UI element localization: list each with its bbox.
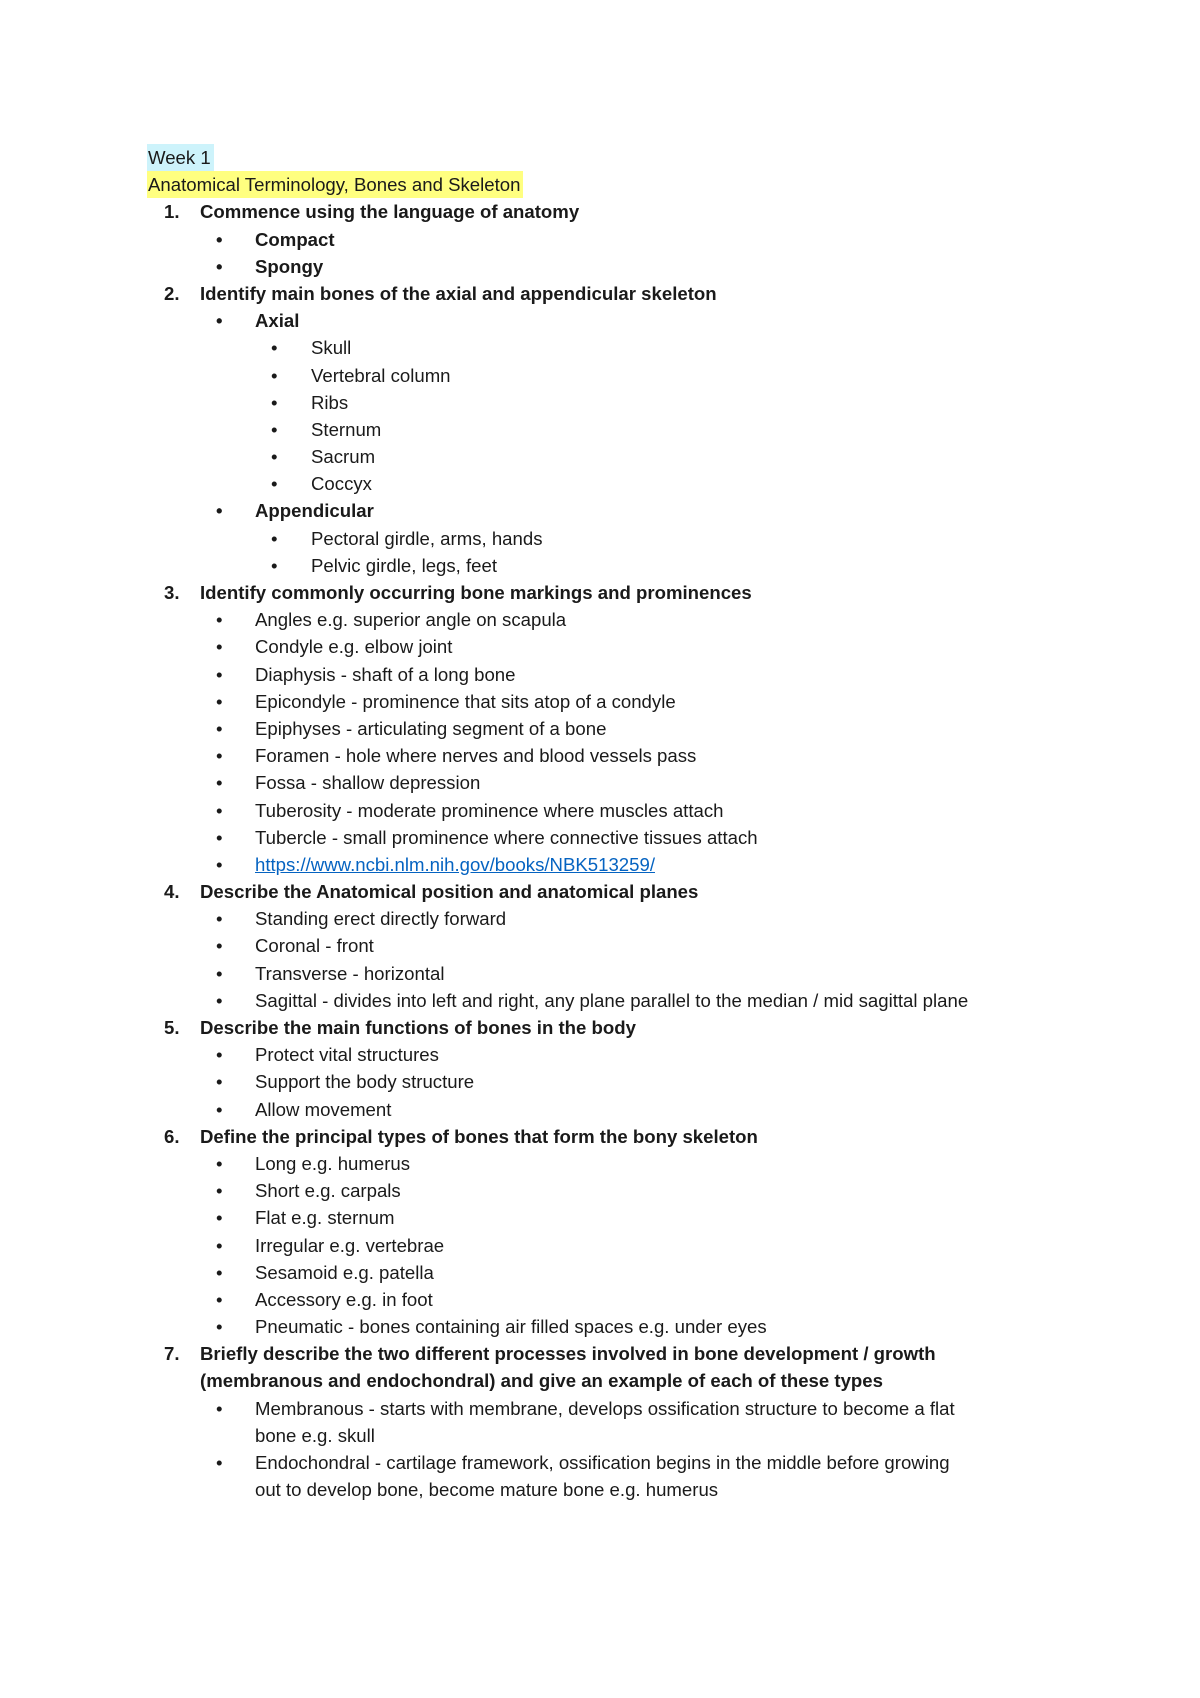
list-item: • Tuberosity - moderate prominence where muscles attach [147, 797, 1147, 824]
list-item: • Sacrum [147, 443, 1147, 470]
bullet-icon: • [216, 690, 223, 712]
section-number: 6. [164, 1125, 180, 1147]
reference-link[interactable]: https://www.ncbi.nlm.nih.gov/books/NBK513259/ [255, 853, 655, 875]
section-heading [147, 280, 1147, 307]
section-title: Describe the Anatomical position and anatomical planes [200, 881, 699, 903]
bullet-icon: • [216, 500, 223, 522]
list-item: • Diaphysis - shaft of a long bone [147, 661, 1147, 688]
bullet-icon: • [216, 1098, 223, 1120]
section-heading [147, 198, 1147, 225]
bullet-icon: • [271, 337, 278, 359]
bullet-icon: • [216, 745, 223, 767]
section-title: Identify commonly occurring bone markings and prominences [200, 582, 752, 603]
list-item: • Fossa - shallow depression [147, 769, 1147, 796]
list-item: • Ribs [147, 389, 1147, 416]
list-item: • Irregular e.g. vertebrae [147, 1232, 1147, 1259]
list-item: • Vertebral column [147, 362, 1147, 389]
bullet-icon: • [216, 989, 223, 1011]
list-item: • Transverse - horizontal [147, 960, 1147, 987]
bullet-icon: • [216, 1397, 223, 1419]
section-title: Define the principal types of bones that form the bony skeleton [200, 1125, 758, 1147]
list-item: • Sternum [147, 416, 1147, 443]
bullet-icon: • [271, 473, 278, 495]
list-item: • Protect vital structures [147, 1041, 1147, 1068]
bullet-icon: • [271, 527, 278, 549]
list-item: • Endochondral - cartilage framework, ossification begins in the middle before growing [147, 1449, 1147, 1476]
list-item: • Short e.g. carpals [147, 1177, 1147, 1204]
bullet-icon: • [216, 1316, 223, 1338]
bullet-icon: • [216, 1152, 223, 1174]
bullet-icon: • [216, 636, 223, 658]
week-label: Week 1 [147, 144, 214, 171]
bullet-icon: • [216, 255, 223, 277]
list-item: • Sagittal - divides into left and right, any plane parallel to the median / mid sagittal plane [147, 987, 1147, 1014]
section-title: Briefly describe the two different processes involved in bone development / growth [200, 1343, 936, 1365]
bullet-icon: • [216, 1234, 223, 1256]
bullet-icon: • [216, 799, 223, 821]
bullet-icon: • [216, 663, 223, 685]
bullet-icon: • [216, 228, 223, 250]
section-title: Identify main bones of the axial and appendicular skeleton [200, 282, 717, 304]
section-title-continuation: (membranous and endochondral) and give an example of each of these types [200, 1370, 883, 1392]
list-item: • Epiphyses - articulating segment of a bone [147, 715, 1147, 742]
bullet-icon: • [216, 1261, 223, 1283]
list-item: • Support the body structure [147, 1068, 1147, 1095]
list-item: • Flat e.g. sternum [147, 1204, 1147, 1231]
list-item: • Sesamoid e.g. patella [147, 1259, 1147, 1286]
bullet-icon: • [216, 310, 223, 332]
section-number: 4. [164, 881, 180, 903]
list-item: • Skull [147, 334, 1147, 361]
list-item: • Compact [147, 226, 1147, 253]
bullet-icon: • [271, 391, 278, 413]
list-item [147, 851, 1147, 878]
list-item: • Membranous - starts with membrane, develops ossification structure to become a flat [147, 1395, 1147, 1422]
section-title: Commence using the language of anatomy [200, 201, 580, 223]
bullet-icon: • [216, 1288, 223, 1310]
list-item: • Angles e.g. superior angle on scapula [147, 606, 1147, 633]
list-item-continuation: out to develop bone, become mature bone e.g. humerus [255, 1479, 719, 1501]
list-item: • Pectoral girdle, arms, hands [147, 525, 1147, 552]
list-item-continuation: bone e.g. skull [255, 1424, 375, 1446]
list-item: • Coccyx [147, 470, 1147, 497]
list-item: • Appendicular [147, 497, 1147, 524]
bullet-icon: • [216, 826, 223, 848]
bullet-icon: • [216, 1207, 223, 1229]
section-heading [147, 878, 1147, 905]
bullet-icon: • [216, 609, 223, 631]
bullet-icon: • [216, 772, 223, 794]
bullet-icon: • [216, 853, 223, 875]
list-item: • Axial [147, 307, 1147, 334]
bullet-icon: • [271, 554, 278, 576]
list-item: • Tubercle - small prominence where connective tissues attach [147, 824, 1147, 851]
bullet-icon: • [271, 446, 278, 468]
section-number: 3. [164, 582, 180, 603]
document-content [147, 144, 1147, 1503]
section-heading [147, 1340, 1147, 1367]
list-item: • Standing erect directly forward [147, 905, 1147, 932]
bullet-icon: • [216, 717, 223, 739]
section-number: 5. [164, 1017, 180, 1038]
section-number: 7. [164, 1343, 180, 1365]
list-item: • Allow movement [147, 1096, 1147, 1123]
bullet-icon: • [216, 1452, 223, 1473]
bullet-icon: • [271, 418, 278, 440]
section-heading [147, 1014, 1147, 1041]
bullet-icon: • [216, 1180, 223, 1202]
bullet-icon: • [216, 1071, 223, 1093]
bullet-icon: • [271, 364, 278, 386]
section-number: 2. [164, 282, 180, 304]
list-item: • Epicondyle - prominence that sits atop of a condyle [147, 688, 1147, 715]
list-item: • Condyle e.g. elbow joint [147, 633, 1147, 660]
section-number: 1. [164, 201, 180, 223]
list-item: • Pneumatic - bones containing air filled spaces e.g. under eyes [147, 1313, 1147, 1340]
list-item: • Accessory e.g. in foot [147, 1286, 1147, 1313]
bullet-icon: • [216, 962, 223, 984]
document-title: Anatomical Terminology, Bones and Skeleton [147, 171, 523, 198]
section-title: Describe the main functions of bones in the body [200, 1017, 636, 1038]
list-item: • Long e.g. humerus [147, 1150, 1147, 1177]
bullet-icon: • [216, 908, 223, 930]
bullet-icon: • [216, 935, 223, 957]
section-heading [147, 1123, 1147, 1150]
list-item: • Coronal - front [147, 932, 1147, 959]
list-item: • Foramen - hole where nerves and blood vessels pass [147, 742, 1147, 769]
list-item: • Pelvic girdle, legs, feet [147, 552, 1147, 579]
section-heading [147, 579, 1147, 606]
list-item: • Spongy [147, 253, 1147, 280]
bullet-icon: • [216, 1044, 223, 1066]
